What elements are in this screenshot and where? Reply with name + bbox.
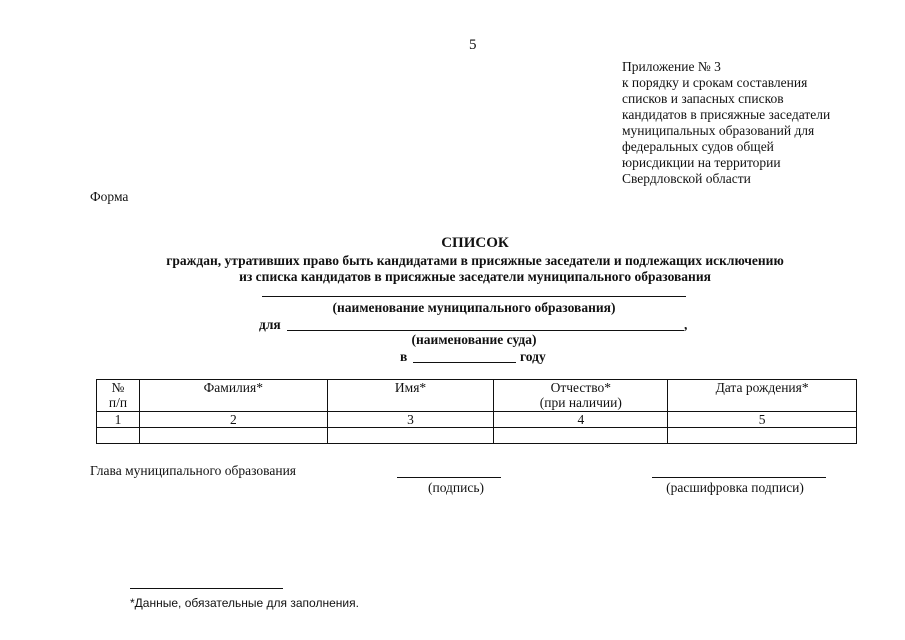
- court-blank-line[interactable]: [287, 330, 684, 331]
- appendix-line: списков и запасных списков: [622, 91, 784, 106]
- appendix-line: юрисдикции на территории: [622, 155, 781, 170]
- header-birthdate: [668, 380, 857, 412]
- table-cell[interactable]: [327, 428, 494, 444]
- header-text: №: [111, 380, 125, 395]
- subtitle-line-2: из списка кандидатов в присяжные заседатели муниципального образования: [239, 269, 711, 284]
- year-suffix: году: [520, 349, 546, 364]
- decode-caption: (расшифровка подписи): [666, 480, 804, 495]
- column-number: 1: [97, 412, 140, 428]
- header-number: [97, 380, 140, 412]
- municipality-caption: (наименование муниципального образования): [332, 300, 616, 315]
- empty-data-row: [97, 428, 857, 444]
- candidates-table: [96, 379, 857, 444]
- appendix-line: к порядку и срокам составления: [622, 75, 808, 90]
- signature-line[interactable]: [397, 477, 501, 478]
- court-caption: (наименование суда): [411, 332, 537, 347]
- appendix-line: кандидатов в присяжные заседатели: [622, 107, 831, 122]
- table-cell[interactable]: [97, 428, 140, 444]
- table-cell[interactable]: [494, 428, 668, 444]
- appendix-line: муниципальных образований для: [622, 123, 815, 138]
- table-cell[interactable]: [668, 428, 857, 444]
- for-label: для: [259, 317, 281, 332]
- column-number-row: [97, 412, 857, 428]
- header-text: Отчество*: [550, 380, 612, 395]
- footnote: *Данные, обязательные для заполнения.: [130, 596, 359, 610]
- column-number: 3: [327, 412, 494, 428]
- header-patronymic: [494, 380, 668, 412]
- document-title: СПИСОК: [441, 235, 509, 251]
- appendix-line: Приложение № 3: [622, 59, 721, 74]
- appendix-line: Свердловской области: [622, 171, 751, 186]
- year-blank-line[interactable]: [413, 362, 516, 363]
- table-cell[interactable]: [139, 428, 327, 444]
- head-label: Глава муниципального образования: [90, 463, 297, 478]
- year-prefix: в: [400, 349, 408, 364]
- header-name: [327, 380, 494, 412]
- header-text: (при наличии): [539, 395, 622, 410]
- header-text: Дата рождения*: [715, 380, 809, 395]
- header-text: Фамилия*: [203, 380, 263, 395]
- form-label: Форма: [90, 189, 129, 204]
- comma: ,: [684, 317, 688, 332]
- column-number: 2: [139, 412, 327, 428]
- footnote-separator: [130, 588, 283, 589]
- column-number: 5: [668, 412, 857, 428]
- page-number: 5: [469, 37, 477, 53]
- header-text: п/п: [108, 395, 128, 410]
- appendix-line: федеральных судов общей: [622, 139, 774, 154]
- table-header-row: [97, 380, 857, 412]
- appendix-note: [622, 59, 862, 187]
- decode-signature-line[interactable]: [652, 477, 826, 478]
- municipality-blank-line[interactable]: [262, 296, 686, 297]
- document-subtitle: [80, 253, 870, 285]
- signature-caption: (подпись): [427, 480, 485, 495]
- header-surname: [139, 380, 327, 412]
- header-text: Имя*: [394, 380, 427, 395]
- column-number: 4: [494, 412, 668, 428]
- subtitle-line-1: граждан, утративших право быть кандидатами в присяжные заседатели и подлежащих исключению: [166, 253, 784, 268]
